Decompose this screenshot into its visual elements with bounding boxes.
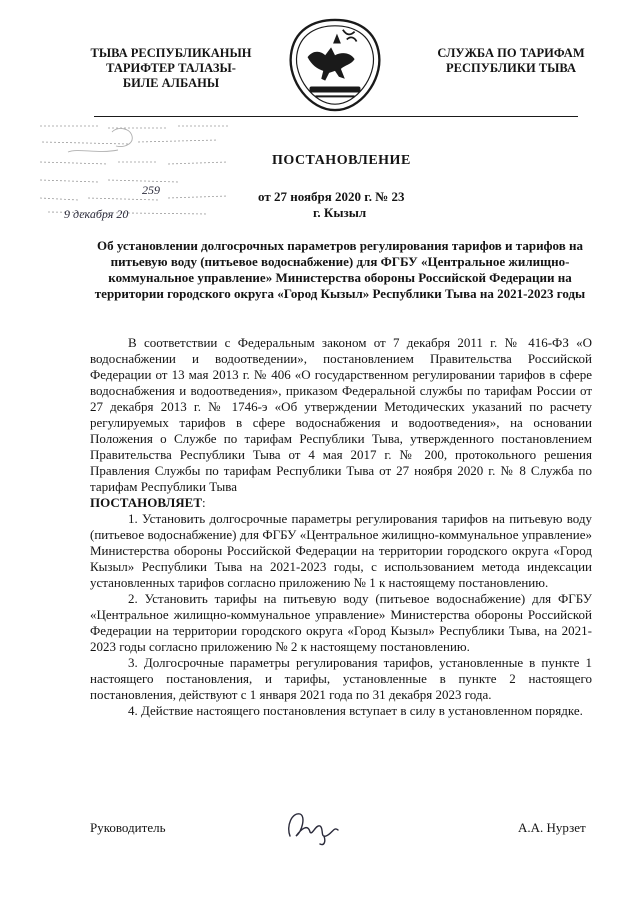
decree-line xyxy=(90,495,592,511)
header-right-organization xyxy=(418,46,604,76)
document-subject: Об установлении долгосрочных параметров регулирования тарифов и тарифов на питьевую воду (питьевое водоснабжение) для ФГБУ «Центральное жилищно-коммунальное управление» Министерства обороны Российской Федерации на территории городского округа «Город Кызыл» Республики Тыва на 2021-2023 годы xyxy=(94,238,586,301)
header-left-organization xyxy=(78,46,264,91)
signatory-role: Руководитель xyxy=(90,820,166,835)
handwritten-signature xyxy=(280,806,344,846)
decree-word: ПОСТАНОВЛЯЕТ xyxy=(90,495,202,510)
preamble-paragraph: В соответствии с Федеральным законом от 7 декабря 2011 г. № 416-ФЗ «О водоснабжении и водоотведении», постановлением Правительства Российской Федерации от 13 мая 2013 г. № 406 «О государственном регулировании тарифов в сфере водоснабжения и водоотведения», приказом Федеральной службы по тарифам России от 27 декабря 2013 г. № 1746-э «Об утверждении Методических указаний по расчету регулируемых тарифов в сфере водоснабжения и водоотведения», на основании Положения о Службе по тарифам Республики Тыва, утвержденного постановлением Правительства Республики Тыва от 4 мая 2017 г. № 200, протокольного решения Правления Службы по тарифам Республики Тыва от 27 ноября 2020 г. № 8 Служба по тарифам Республики Тыва xyxy=(90,335,592,494)
document-city: г. Кызыл xyxy=(313,205,367,220)
document-dateline: от 27 ноября 2020 г. № 23 xyxy=(258,189,405,204)
header-right-line-1: СЛУЖБА ПО ТАРИФАМ xyxy=(437,46,585,60)
header-left-line-2: ТАРИФТЕР ТАЛАЗЫ- xyxy=(106,61,236,75)
signatory-name: А.А. Нурзет xyxy=(518,820,586,835)
header-left-line-1: ТЫВА РЕСПУБЛИКАНЫН xyxy=(90,46,252,60)
tuva-emblem-icon xyxy=(286,16,384,114)
header-divider xyxy=(94,116,578,117)
header-left-line-3: БИЛЕ АЛБАНЫ xyxy=(122,76,220,90)
clause-1: 1. Установить долгосрочные параметры регулирования тарифов на питьевую воду (питьевое водоснабжение) для ФГБУ «Центральное жилищно-коммунальное управление» Министерства обороны Российской Федерации на территории городского округа «Город Кызыл» Республики Тыва на 2021-2023 годы, с использованием метода индексации установленных тарифов согласно приложению № 1 к настоящему постановлению. xyxy=(90,511,592,590)
clause-3: 3. Долгосрочные параметры регулирования тарифов, установленные в пункте 1 настоящего постановления, и тарифы, установленные в пункте 2 настоящего постановления, действуют с 1 января 2021 года по 31 декабря 2023 года. xyxy=(90,655,592,702)
decree-colon: : xyxy=(202,495,206,510)
registration-stamp xyxy=(38,122,234,222)
document-body xyxy=(90,335,592,719)
document-title: ПОСТАНОВЛЕНИЕ xyxy=(272,153,411,168)
clause-4: 4. Действие настоящего постановления вступает в силу в установленном порядке. xyxy=(128,703,583,718)
stamp-registration-number: 259 xyxy=(142,183,160,197)
stamp-registration-date: 9 декабря 20 xyxy=(64,207,129,221)
header-right-line-2: РЕСПУБЛИКИ ТЫВА xyxy=(446,61,576,75)
clause-2: 2. Установить тарифы на питьевую воду (питьевое водоснабжение) для ФГБУ «Центральное жилищно-коммунальное управление» Министерства обороны Российской Федерации на территории городского округа «Город Кызыл» Республики Тыва, на 2021-2023 годы согласно приложению № 2 к настоящему постановлению. xyxy=(90,591,592,654)
